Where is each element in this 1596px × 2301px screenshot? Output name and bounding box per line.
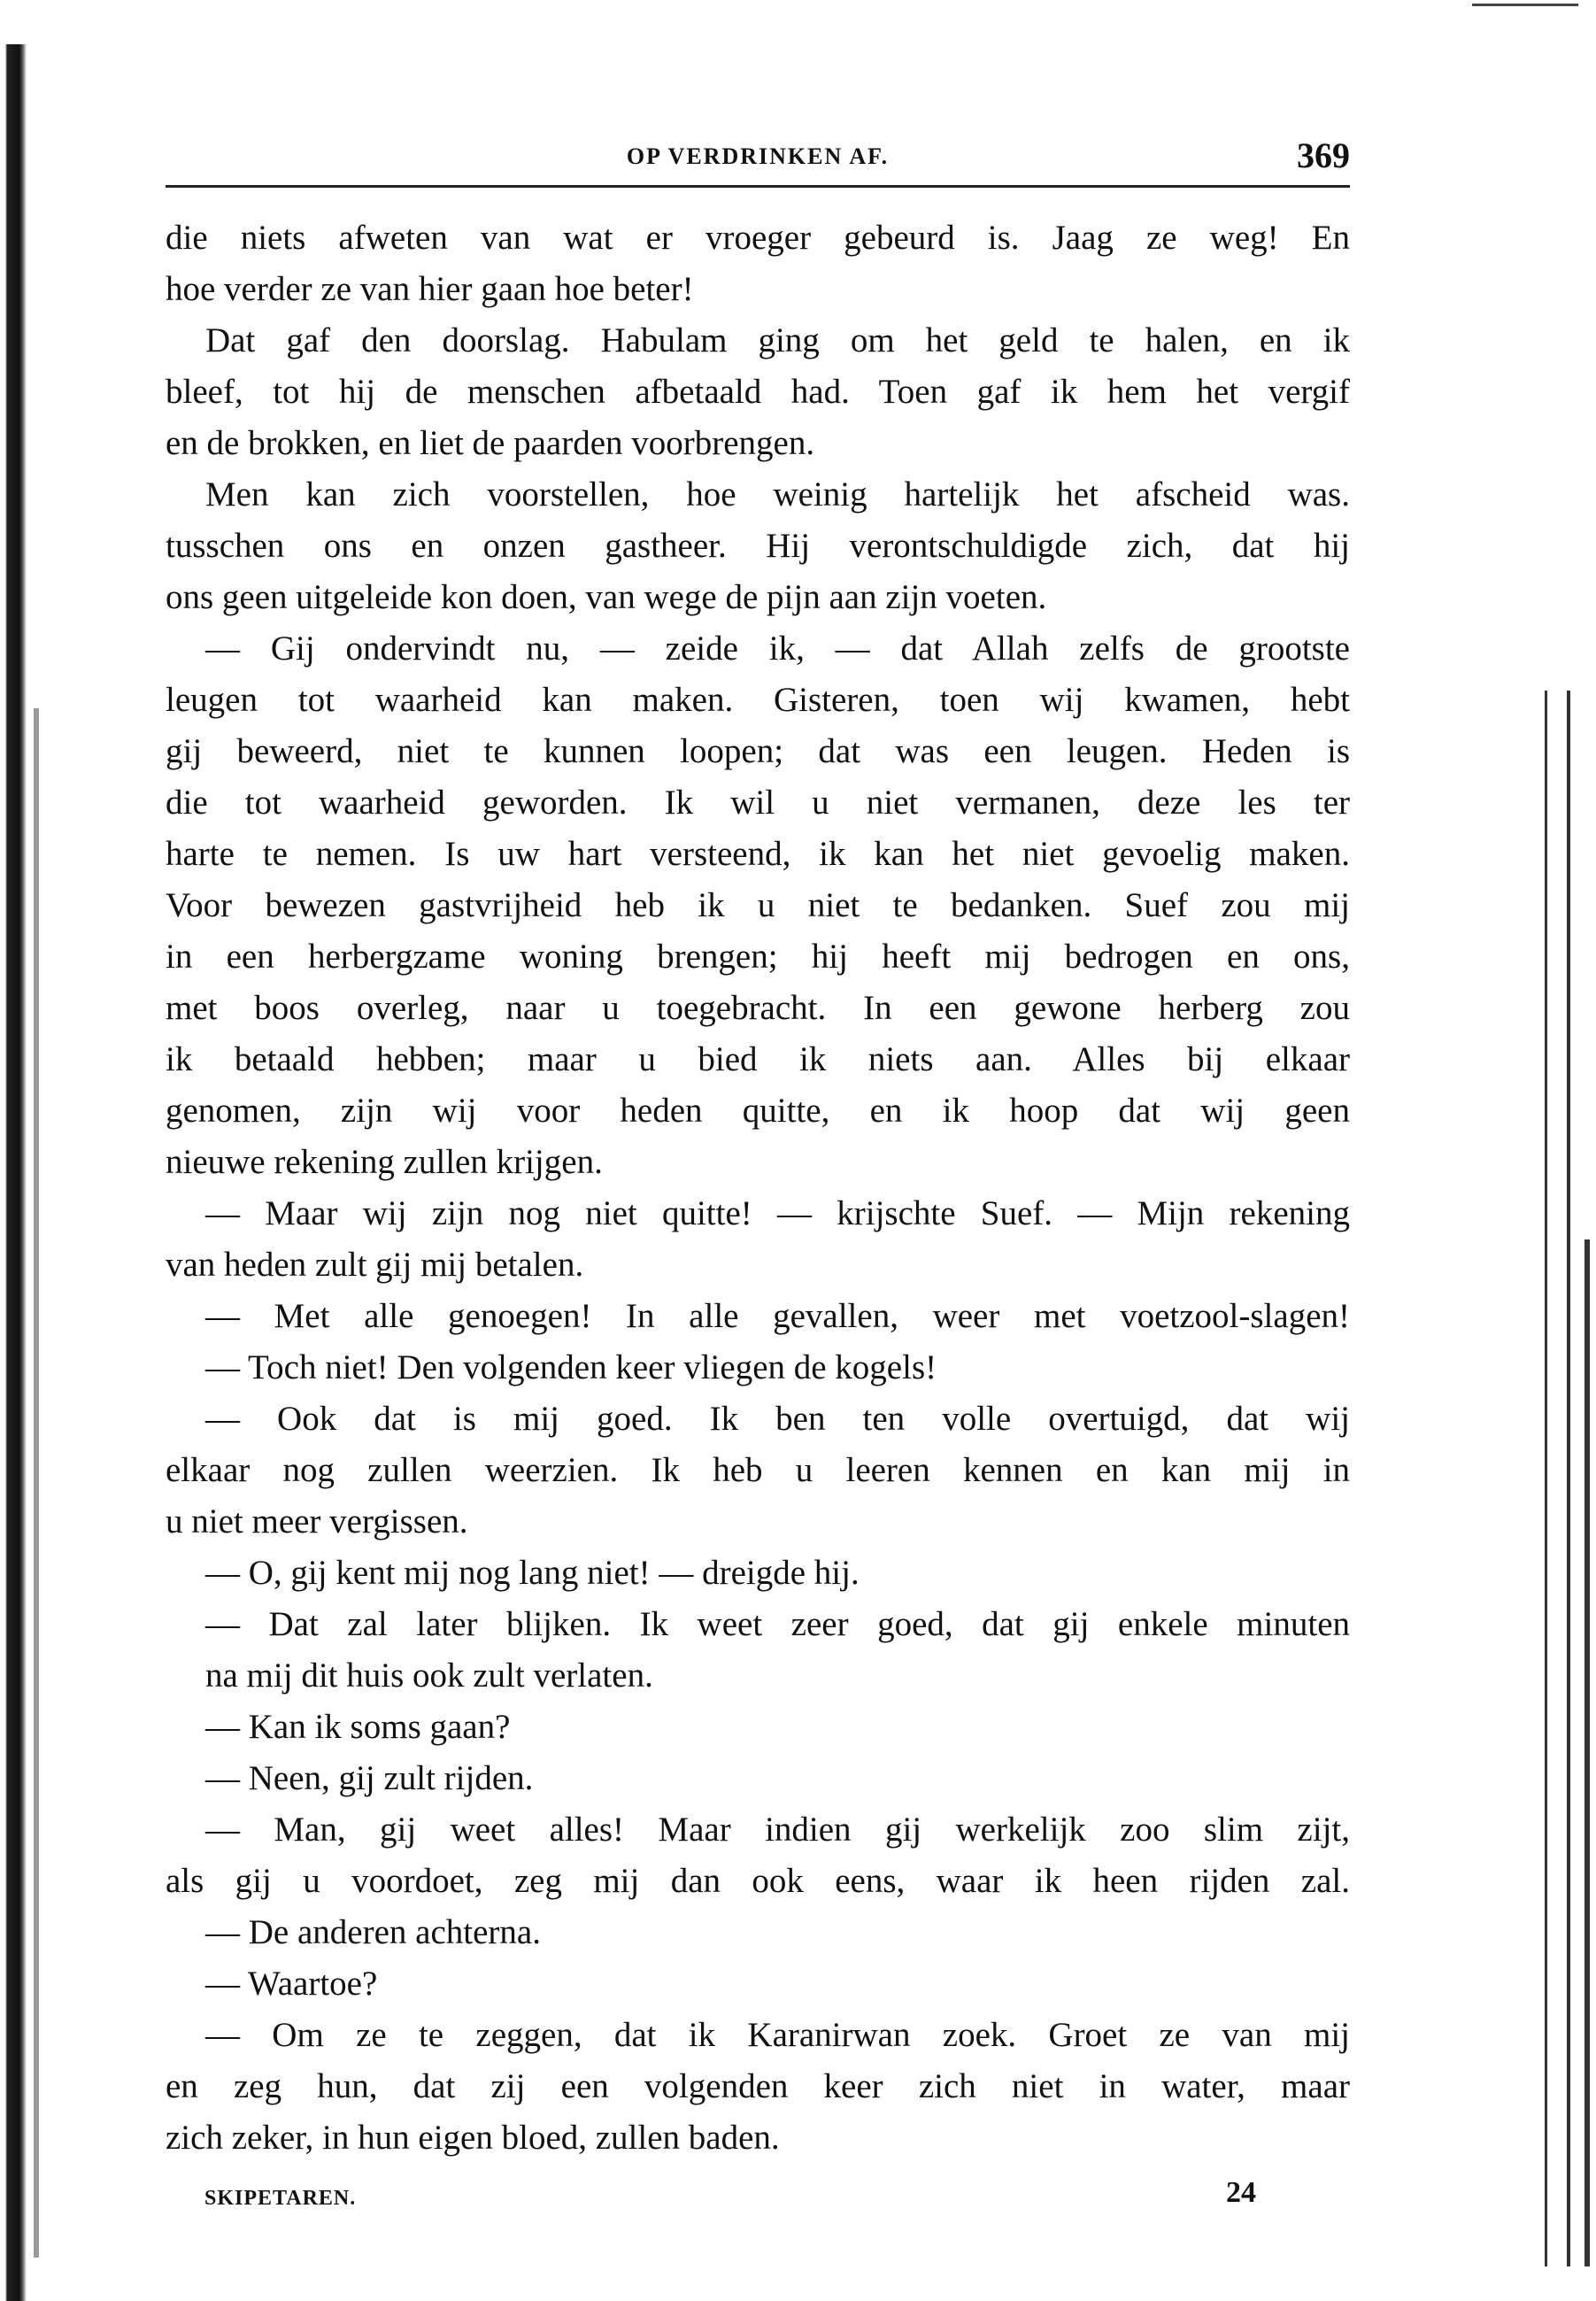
text-line: zich zeker, in hun eigen bloed, zullen baden. (166, 2119, 780, 2157)
text-line: — Gij ondervindt nu, — zeide ik, — dat Allah zelfs de grootste (205, 629, 1350, 668)
text-line: en de brokken, en liet de paarden voorbrengen. (166, 424, 815, 462)
text-line: — Maar wij zijn nog niet quitte! — krijschte Suef. — Mijn rekening (205, 1194, 1350, 1232)
text-line: — Neen, gij zult rijden. (205, 1759, 534, 1797)
header-rule (166, 185, 1350, 188)
text-line: — Dat zal later blijken. Ik weet zeer goed, dat gij enkele minuten (205, 1605, 1350, 1643)
text-line: als gij u voordoet, zeg mij dan ook eens, waar ik heen rijden zal. (166, 1862, 1350, 1900)
text-line: ik betaald hebben; maar u bied ik niets aan. Alles bij elkaar (166, 1040, 1350, 1078)
text-line: leugen tot waarheid kan maken. Gisteren, toen wij kwamen, hebt (166, 681, 1350, 719)
text-line: — Toch niet! Den volgenden keer vliegen de kogels! (205, 1348, 937, 1386)
text-line: in een herbergzame woning brengen; hij heeft mij bedrogen en ons, (166, 938, 1350, 976)
text-line: hoe verder ze van hier gaan hoe beter! (166, 270, 694, 308)
text-line: tusschen ons en onzen gastheer. Hij verontschuldigde zich, dat hij (166, 527, 1350, 565)
signature-number: 24 (1226, 2176, 1256, 2209)
scan-binding-edge (0, 44, 27, 2301)
text-line: — De anderen achterna. (205, 1913, 541, 1951)
text-line: en zeg hun, dat zij een volgenden keer zich niet in water, maar (166, 2067, 1350, 2105)
text-line: bleef, tot hij de menschen afbetaald had. Toen gaf ik hem het vergif (166, 373, 1350, 411)
text-line: — Om ze te zeggen, dat ik Karanirwan zoek. Groet ze van mij (205, 2016, 1350, 2054)
scan-mark (1472, 4, 1578, 6)
scan-edge-line (1545, 691, 1547, 2266)
text-line: elkaar nog zullen weerzien. Ik heb u leeren kennen en kan mij in (166, 1451, 1350, 1489)
scan-edge-line (1584, 1239, 1590, 2266)
text-line: die niets afweten van wat er vroeger gebeurd is. Jaag ze weg! En (166, 219, 1350, 257)
text-line: — O, gij kent mij nog lang niet! — dreigde hij. (205, 1554, 860, 1592)
page-number: 369 (1297, 135, 1350, 175)
text-line: met boos overleg, naar u toegebracht. In een gewone herberg zou (166, 989, 1350, 1027)
text-line: genomen, zijn wij voor heden quitte, en ik hoop dat wij geen (166, 1092, 1350, 1130)
running-head-title: OP VERDRINKEN AF. (626, 143, 890, 169)
text-line: nieuwe rekening zullen krijgen. (166, 1143, 603, 1181)
text-line: Dat gaf den doorslag. Habulam ging om het geld te halen, en ik (205, 321, 1350, 359)
text-line: die tot waarheid geworden. Ik wil u niet vermanen, deze les ter (166, 784, 1350, 822)
text-line: — Man, gij weet alles! Maar indien gij werkelijk zoo slim zijt, (205, 1811, 1350, 1849)
running-head (166, 135, 1350, 179)
scan-binding-shadow (34, 708, 39, 2258)
text-line: — Ook dat is mij goed. Ik ben ten volle overtuigd, dat wij (205, 1400, 1350, 1438)
text-line: van heden zult gij mij betalen. (166, 1246, 584, 1284)
text-line: gij beweerd, niet te kunnen loopen; dat was een leugen. Heden is (166, 732, 1350, 770)
text-line: Voor bewezen gastvrijheid heb ik u niet te bedanken. Suef zou mij (166, 886, 1350, 924)
text-line: — Kan ik soms gaan? (205, 1708, 511, 1746)
scan-edge-line (1567, 691, 1570, 2266)
text-line: harte te nemen. Is uw hart versteend, ik kan het niet gevoelig maken. (166, 835, 1350, 873)
body-text (166, 212, 1350, 2164)
signature-mark: SKIPETAREN. (204, 2187, 357, 2210)
text-line: u niet meer vergissen. (166, 1502, 468, 1540)
text-line: — Met alle genoegen! In alle gevallen, weer met voetzool-slagen! (205, 1297, 1350, 1335)
text-line: Men kan zich voorstellen, hoe weinig hartelijk het afscheid was. (205, 475, 1350, 513)
text-line: — Waartoe? (205, 1965, 378, 2003)
text-line: na mij dit huis ook zult verlaten. (205, 1656, 653, 1695)
text-line: ons geen uitgeleide kon doen, van wege de pijn aan zijn voeten. (166, 578, 1047, 616)
